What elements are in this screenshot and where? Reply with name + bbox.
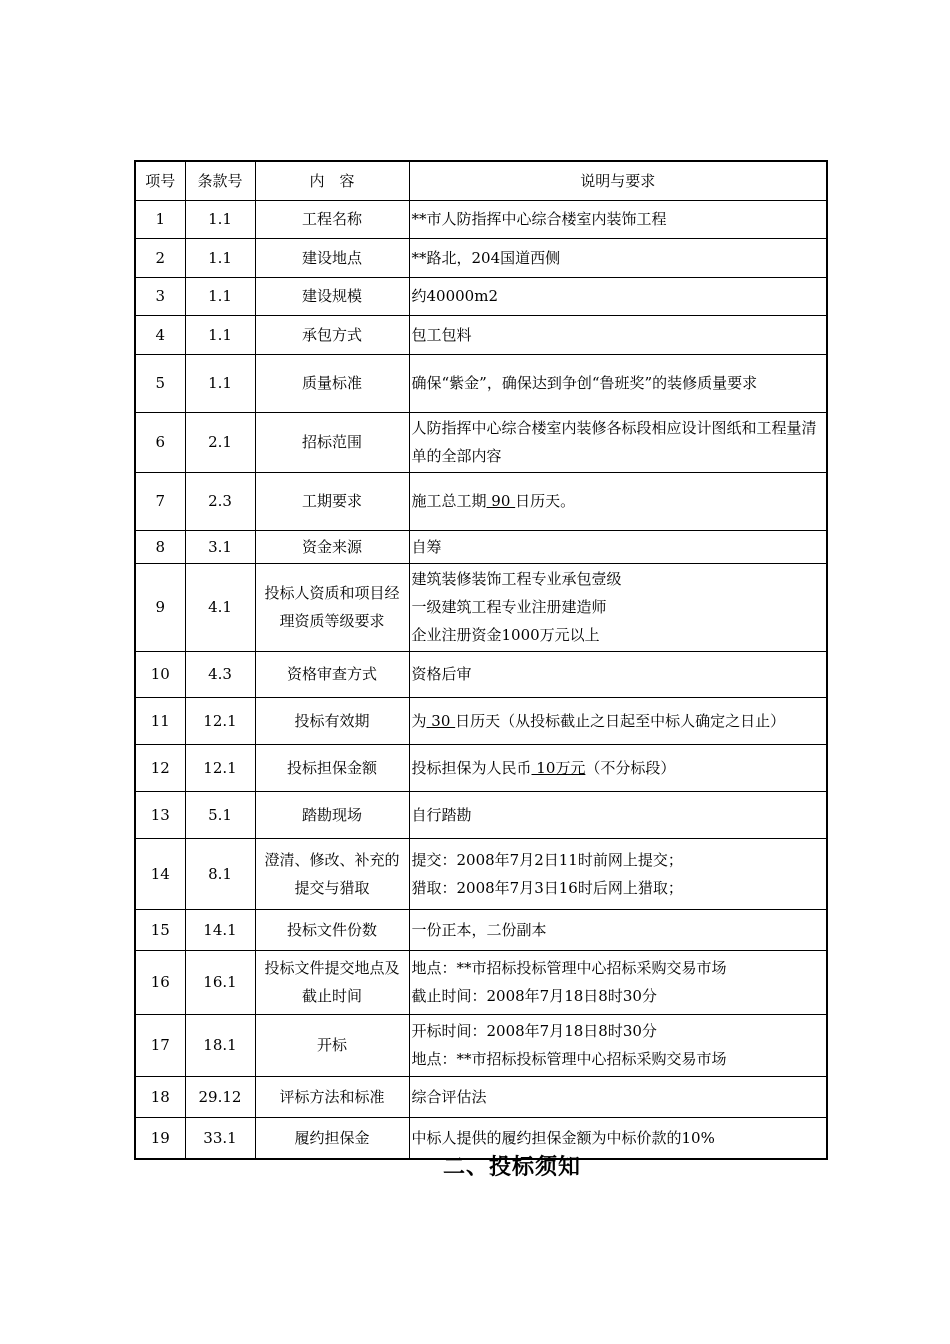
table-row xyxy=(135,838,827,909)
desc-line: 开标时间：2008年7月18日8时30分 xyxy=(411,1022,657,1040)
validity-suffix: 日历天（从投标截止之日起至中标人确定之日止） xyxy=(455,711,786,730)
row-content: 资格审查方式 xyxy=(255,651,409,697)
section-title: 二、投标须知 xyxy=(442,1154,581,1180)
row-no: 13 xyxy=(135,791,185,838)
row-desc: **市人防指挥中心综合楼室内装饰工程 xyxy=(409,200,827,238)
row-desc: 中标人提供的履约担保金额为中标价款的10% xyxy=(409,1117,827,1159)
duration-days: 90 xyxy=(486,492,516,510)
row-clause: 1.1 xyxy=(185,200,255,238)
row-no: 5 xyxy=(135,354,185,412)
row-no: 12 xyxy=(135,744,185,791)
row-no: 1 xyxy=(135,200,185,238)
row-no: 14 xyxy=(135,838,185,909)
row-no: 9 xyxy=(135,563,185,651)
row-content: 招标范围 xyxy=(255,412,409,472)
table-row xyxy=(135,909,827,950)
table-row xyxy=(135,315,827,354)
row-desc xyxy=(409,472,827,530)
row-no: 11 xyxy=(135,697,185,744)
row-clause: 12.1 xyxy=(185,744,255,791)
row-desc xyxy=(409,1014,827,1076)
table-row xyxy=(135,950,827,1014)
row-desc: **路北，204国道西侧 xyxy=(409,238,827,277)
row-content: 投标有效期 xyxy=(255,697,409,744)
row-content: 投标文件份数 xyxy=(255,909,409,950)
row-no: 17 xyxy=(135,1014,185,1076)
row-no: 19 xyxy=(135,1117,185,1159)
row-desc: 约40000m2 xyxy=(409,277,827,315)
row-clause: 8.1 xyxy=(185,838,255,909)
row-clause: 14.1 xyxy=(185,909,255,950)
table-row xyxy=(135,791,827,838)
row-clause: 3.1 xyxy=(185,530,255,563)
row-content: 踏勘现场 xyxy=(255,791,409,838)
row-clause: 29.12 xyxy=(185,1076,255,1117)
header-desc: 说明与要求 xyxy=(409,161,827,200)
validity-days: 30 xyxy=(426,711,456,730)
duration-prefix: 施工总工期 xyxy=(411,492,487,510)
row-clause: 5.1 xyxy=(185,791,255,838)
guarantee-amount: 10万元 xyxy=(531,758,586,777)
row-clause: 2.1 xyxy=(185,412,255,472)
row-desc: 自筹 xyxy=(409,530,827,563)
row-content: 承包方式 xyxy=(255,315,409,354)
table-header-row xyxy=(135,161,827,200)
desc-line: 提交：2008年7月2日11时前网上提交； xyxy=(411,850,683,869)
table-row xyxy=(135,651,827,697)
row-no: 3 xyxy=(135,277,185,315)
table-row xyxy=(135,1076,827,1117)
table-row xyxy=(135,1014,827,1076)
table-row xyxy=(135,530,827,563)
row-no: 4 xyxy=(135,315,185,354)
table-row xyxy=(135,412,827,472)
row-no: 6 xyxy=(135,412,185,472)
header-clause: 条款号 xyxy=(185,161,255,200)
row-no: 10 xyxy=(135,651,185,697)
row-desc: 自行踏勘 xyxy=(409,791,827,838)
table-row xyxy=(135,277,827,315)
row-desc xyxy=(409,563,827,651)
row-no: 18 xyxy=(135,1076,185,1117)
row-clause: 1.1 xyxy=(185,315,255,354)
desc-line: 猎取：2008年7月3日16时后网上猎取； xyxy=(411,878,683,897)
desc-line: 截止时间：2008年7月18日8时30分 xyxy=(411,987,657,1005)
row-clause: 1.1 xyxy=(185,354,255,412)
row-content: 评标方法和标准 xyxy=(255,1076,409,1117)
table-row xyxy=(135,563,827,651)
desc-line: 地点：**市招标投标管理中心招标采购交易市场 xyxy=(411,1050,727,1068)
row-no: 2 xyxy=(135,238,185,277)
row-desc: 综合评估法 xyxy=(409,1076,827,1117)
guarantee-prefix: 投标担保为人民币 xyxy=(411,758,532,777)
row-clause: 4.3 xyxy=(185,651,255,697)
table-row xyxy=(135,354,827,412)
row-desc: 人防指挥中心综合楼室内装修各标段相应设计图纸和工程量清单的全部内容 xyxy=(409,412,827,472)
bid-data-table xyxy=(134,160,828,1160)
row-content: 投标文件提交地点及截止时间 xyxy=(255,950,409,1014)
row-content: 资金来源 xyxy=(255,530,409,563)
row-content: 工程名称 xyxy=(255,200,409,238)
row-content: 质量标准 xyxy=(255,354,409,412)
row-desc: 包工包料 xyxy=(409,315,827,354)
row-clause: 1.1 xyxy=(185,277,255,315)
row-clause: 33.1 xyxy=(185,1117,255,1159)
guarantee-suffix: （不分标段） xyxy=(585,758,676,777)
table-row xyxy=(135,200,827,238)
row-no: 8 xyxy=(135,530,185,563)
row-desc: 一份正本，二份副本 xyxy=(409,909,827,950)
row-clause: 18.1 xyxy=(185,1014,255,1076)
row-desc xyxy=(409,697,827,744)
desc-line: 地点：**市招标投标管理中心招标采购交易市场 xyxy=(411,959,727,977)
row-clause: 12.1 xyxy=(185,697,255,744)
row-desc xyxy=(409,950,827,1014)
table-row xyxy=(135,744,827,791)
row-content: 开标 xyxy=(255,1014,409,1076)
row-clause: 2.3 xyxy=(185,472,255,530)
row-no: 7 xyxy=(135,472,185,530)
row-desc: 确保“紫金”，确保达到争创“鲁班奖”的装修质量要求 xyxy=(409,354,827,412)
table-row xyxy=(135,472,827,530)
desc-line: 一级建筑工程专业注册建造师 xyxy=(411,598,607,616)
row-content: 履约担保金 xyxy=(255,1117,409,1159)
row-clause: 1.1 xyxy=(185,238,255,277)
row-content: 建设地点 xyxy=(255,238,409,277)
duration-suffix: 日历天。 xyxy=(515,492,576,510)
row-desc xyxy=(409,838,827,909)
row-content: 建设规模 xyxy=(255,277,409,315)
row-desc xyxy=(409,744,827,791)
header-no: 项号 xyxy=(135,161,185,200)
row-content: 投标担保金额 xyxy=(255,744,409,791)
row-no: 15 xyxy=(135,909,185,950)
table-row xyxy=(135,238,827,277)
row-no: 16 xyxy=(135,950,185,1014)
validity-prefix: 为 xyxy=(411,711,427,730)
table-row xyxy=(135,697,827,744)
row-content: 投标人资质和项目经理资质等级要求 xyxy=(255,563,409,651)
row-content: 澄清、修改、补充的提交与猎取 xyxy=(255,838,409,909)
row-desc: 资格后审 xyxy=(409,651,827,697)
desc-line: 企业注册资金1000万元以上 xyxy=(411,626,600,644)
row-content: 工期要求 xyxy=(255,472,409,530)
row-clause: 16.1 xyxy=(185,950,255,1014)
header-content: 内 容 xyxy=(255,161,409,200)
row-clause: 4.1 xyxy=(185,563,255,651)
desc-line: 建筑装修装饰工程专业承包壹级 xyxy=(411,570,622,588)
